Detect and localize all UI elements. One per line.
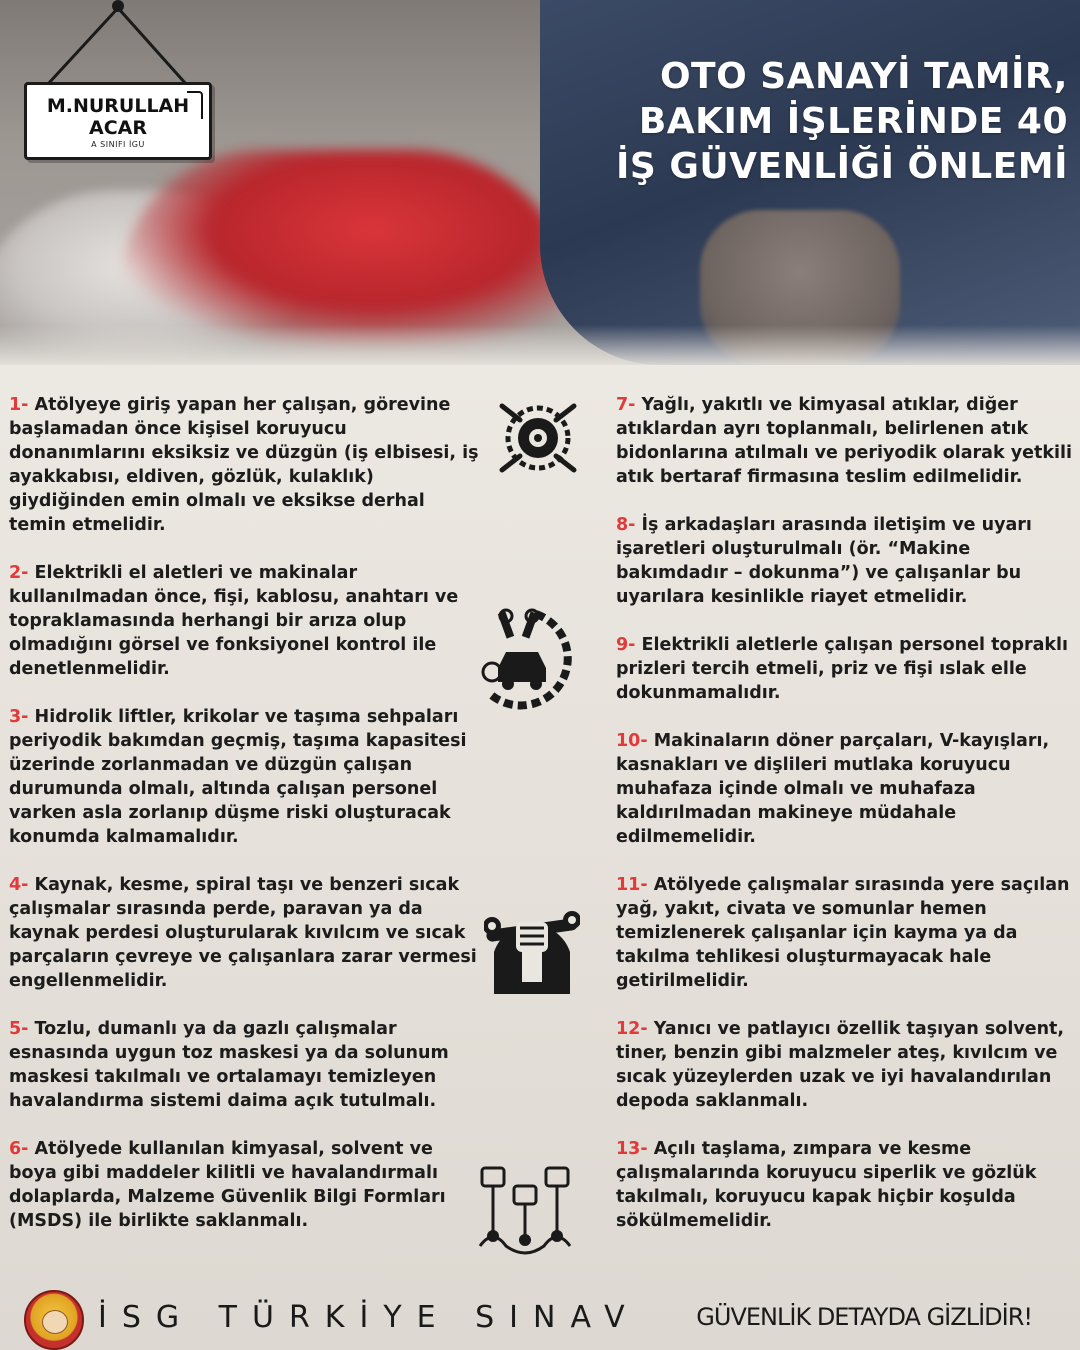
rule-number: 13- (616, 1139, 648, 1159)
rule-number: 10- (616, 731, 648, 751)
rule-text: Tozlu, dumanlı ya da gazlı çalışmalar esnasında uygun toz maskesi ya da solunum maskesi takılmalı ve ortalamayı temizleyen havalandırma sistemi daima açık tutulmalı. (9, 1019, 449, 1111)
rule-number: 9- (616, 635, 636, 655)
rule-item (616, 393, 1076, 489)
tire-wrench-icon (494, 398, 582, 478)
rule-number: 8- (616, 515, 636, 535)
rule-text: Elektrikli el aletleri ve makinalar kullanılmadan önce, fişi, kablosu, anahtarı ve topraklamasında herhangi bir arıza olup olmadığını görsel ve fonksiyonel kontrol ile denetlenmelidir. (9, 563, 459, 679)
title-line-1: OTO SANAYİ TAMİR, (659, 56, 1068, 97)
rule-text: Atölyede çalışmalar sırasında yere saçılan yağ, yakıt, civata ve somunlar hemen temizlenerek çalışanlar için kayma ya da takılma tehlikesi oluşturmayacak hale getirilmelidir. (616, 875, 1070, 991)
rule-item (616, 513, 1076, 609)
rule-item (9, 705, 479, 849)
author-subtitle: A SINIFI İGU (91, 140, 145, 149)
left-column (9, 393, 479, 1233)
rule-number: 2- (9, 563, 29, 583)
rule-text: Yağlı, yakıtlı ve kimyasal atıklar, diğer atıklardan ayrı toplanmalı, belirlenen atık bidonlarına atılmalı ve periyodik olarak yetkili atık bertaraf firmasına teslim edilmelidir. (616, 395, 1072, 487)
rule-item (9, 393, 479, 537)
rule-number: 6- (9, 1139, 29, 1159)
motto: GÜVENLİK DETAYDA GİZLİDİR! (696, 1303, 1032, 1331)
rule-item (616, 873, 1076, 993)
rule-text: Kaynak, kesme, spiral taşı ve benzeri sıcak çalışmalar sırasında perde, paravan ya da kaynak perdesi oluşturularak kıvılcım ve sıcak parçaların çevreye ve çalışanlara zarar vermesi engellenmelidir. (9, 875, 477, 991)
author-sign (24, 82, 212, 160)
logo-face-icon (42, 1310, 68, 1334)
rule-text: Elektrikli aletlerle çalışan personel topraklı prizleri tercih etmeli, priz ve fişi ıslak elle dokunmamalıdır. (616, 635, 1069, 703)
rule-item (9, 1137, 479, 1233)
rule-number: 4- (9, 875, 29, 895)
rule-text: Atölyede kullanılan kimyasal, solvent ve boya gibi maddeler kilitli ve havalandırmalı dolaplarda, Malzeme Güvenlik Bilgi Formları (MSDS) ile birlikte saklanmalı. (9, 1139, 446, 1231)
rule-item (616, 1137, 1076, 1233)
author-name-line2: ACAR (89, 117, 147, 139)
car-gear-icon (476, 606, 576, 716)
rule-item (9, 873, 479, 993)
rule-number: 1- (9, 395, 29, 415)
rule-item (616, 1017, 1076, 1113)
title-line-3: İŞ GÜVENLİĞİ ÖNLEMİ (615, 146, 1068, 187)
rule-item (9, 1017, 479, 1113)
brand-name: İSG TÜRKİYE SINAV (98, 1300, 640, 1335)
fist-wrench-icon (484, 902, 580, 994)
rule-text: İş arkadaşları arasında iletişim ve uyarı işaretleri oluşturulmalı (ör. “Makine bakımdadır – dokunma”) ve çalışanlar bu uyarılara kesinlikle riayet etmelidir. (616, 515, 1032, 607)
isg-logo (24, 1290, 84, 1350)
sign-corner-mark (187, 91, 203, 119)
rule-text: Makinaların döner parçaları, V-kayışları, kasnakları ve dişlileri mutlaka koruyucu muhafaza içinde olmalı ve muhafaza kaldırılmadan makineye müdahale edilmemelidir. (616, 731, 1050, 847)
rule-item (616, 633, 1076, 705)
rule-text: Hidrolik liftler, krikolar ve taşıma sehpaları periyodik bakımdan geçmiş, taşıma kapasitesi üzerinde zorlanmadan ve düzgün çalışan durumunda olmalı, altında çalışan personel varken asla zorlanıp düşme riski oluşturacak konumda kalmamalıdır. (9, 707, 467, 847)
right-column (616, 393, 1076, 1233)
rule-item (616, 729, 1076, 849)
page-title (508, 54, 1068, 189)
rule-number: 7- (616, 395, 636, 415)
rule-number: 3- (9, 707, 29, 727)
rule-text: Açılı taşlama, zımpara ve kesme çalışmalarında koruyucu siperlik ve gözlük takılmalı, koruyucu kapak hiçbir koşulda sökülmemelidir. (616, 1139, 1037, 1231)
rule-text: Atölyeye giriş yapan her çalışan, görevine başlamadan önce kişisel koruyucu donanımlarını eksiksiz ve düzgün (iş elbisesi, iş ayakkabısı, eldiven, gözlük, kulaklık) giydiğinden emin olmalı ve eksikse derhal temin etmelidir. (9, 395, 479, 535)
rule-text: Yanıcı ve patlayıcı özellik taşıyan solvent, tiner, benzin gibi malzmeler ateş, kıvılcım ve sıcak yüzeylerden uzak ve iyi havalandırılan depoda saklanmalı. (616, 1019, 1065, 1111)
rule-number: 11- (616, 875, 648, 895)
title-line-2: BAKIM İŞLERİNDE 40 (638, 101, 1068, 142)
rule-number: 12- (616, 1019, 648, 1039)
engine-pistons-icon (476, 1164, 576, 1264)
hero-fade (0, 325, 1080, 365)
rule-item (9, 561, 479, 681)
rule-number: 5- (9, 1019, 29, 1039)
author-name-line1: M.NURULLAH (46, 95, 190, 117)
